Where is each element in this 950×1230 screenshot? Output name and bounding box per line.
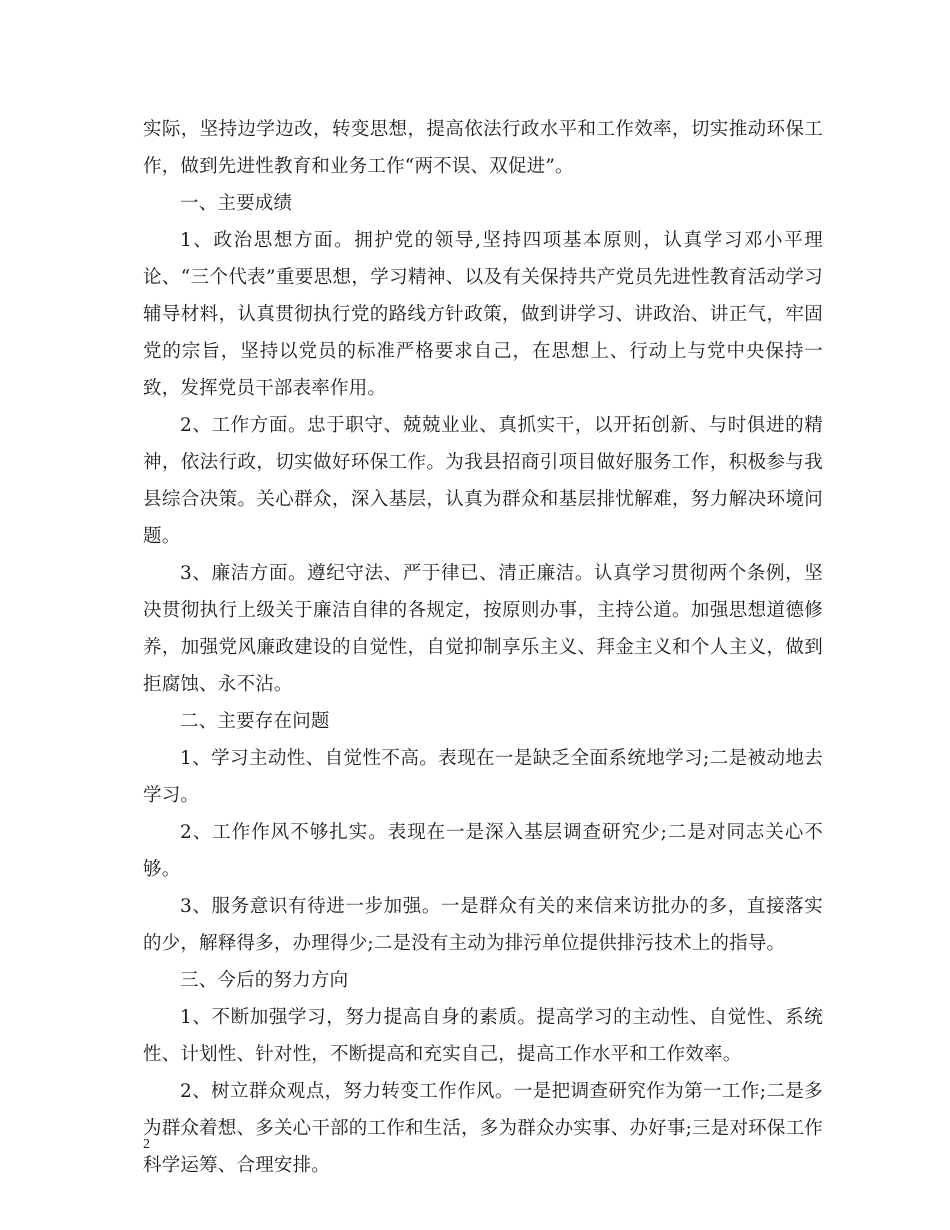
- page-number: 2: [143, 1137, 150, 1152]
- paragraph-work: 2、工作方面。忠于职守、兢兢业业、真抓实干，以开拓创新、与时俱进的精神，依法行政，切实做好环保工作。为我县招商引项目做好服务工作，积极参与我县综合决策。关心群众，深入基层，认真为群众和基层排忧解难，努力解决环境问题。: [143, 415, 823, 547]
- paragraph-mass-viewpoint: 2、树立群众观点，努力转变工作作风。一是把调查研究作为第一工作;二是多为群众着想、多关心干部的工作和生活，多为群众办实事、办好事;三是对环保工作科学运筹、合理安排。: [143, 1081, 823, 1176]
- section-heading-main-problems: 二、主要存在问题: [180, 711, 330, 732]
- section-heading-main-achievements: 一、主要成绩: [180, 193, 293, 214]
- paragraph-continuation: 实际，坚持边学边改，转变思想，提高依法行政水平和工作效率，切实推动环保工作，做到先进性教育和业务工作“两不误、双促进”。: [143, 119, 823, 177]
- paragraph-study-initiative: 1、学习主动性、自觉性不高。表现在一是缺乏全面系统地学习;二是被动地去学习。: [143, 748, 823, 806]
- paragraph-political-thought: 1、政治思想方面。拥护党的领导,坚持四项基本原则，认真学习邓小平理论、“三个代表”重要思想，学习精神、以及有关保持共产党员先进性教育活动学习辅导材料，认真贯彻执行党的路线方针政策，做到讲学习、讲政治、讲正气，牢固党的宗旨，坚持以党员的标准严格要求自己，在思想上、行动上与党中央保持一致，发挥党员干部表率作用。: [143, 230, 823, 399]
- paragraph-integrity: 3、廉洁方面。遵纪守法、严于律已、清正廉洁。认真学习贯彻两个条例，坚决贯彻执行上级关于廉洁自律的各规定，按原则办事，主持公道。加强思想道德修养，加强党风廉政建设的自觉性，自觉抑制享乐主义、拜金主义和个人主义，做到拒腐蚀、永不沾。: [143, 563, 823, 695]
- section-heading-future-direction: 三、今后的努力方向: [180, 970, 349, 991]
- paragraph-service-awareness: 3、服务意识有待进一步加强。一是群众有关的来信来访批办的多，直接落实的少，解释得多，办理得少;二是没有主动为排污单位提供排污技术上的指导。: [143, 896, 823, 954]
- paragraph-work-style: 2、工作作风不够扎实。表现在一是深入基层调查研究少;二是对同志关心不够。: [143, 822, 823, 880]
- document-body: [143, 111, 823, 1184]
- paragraph-strengthen-study: 1、不断加强学习，努力提高自身的素质。提高学习的主动性、自觉性、系统性、计划性、针对性，不断提高和充实自己，提高工作水平和工作效率。: [143, 1007, 823, 1065]
